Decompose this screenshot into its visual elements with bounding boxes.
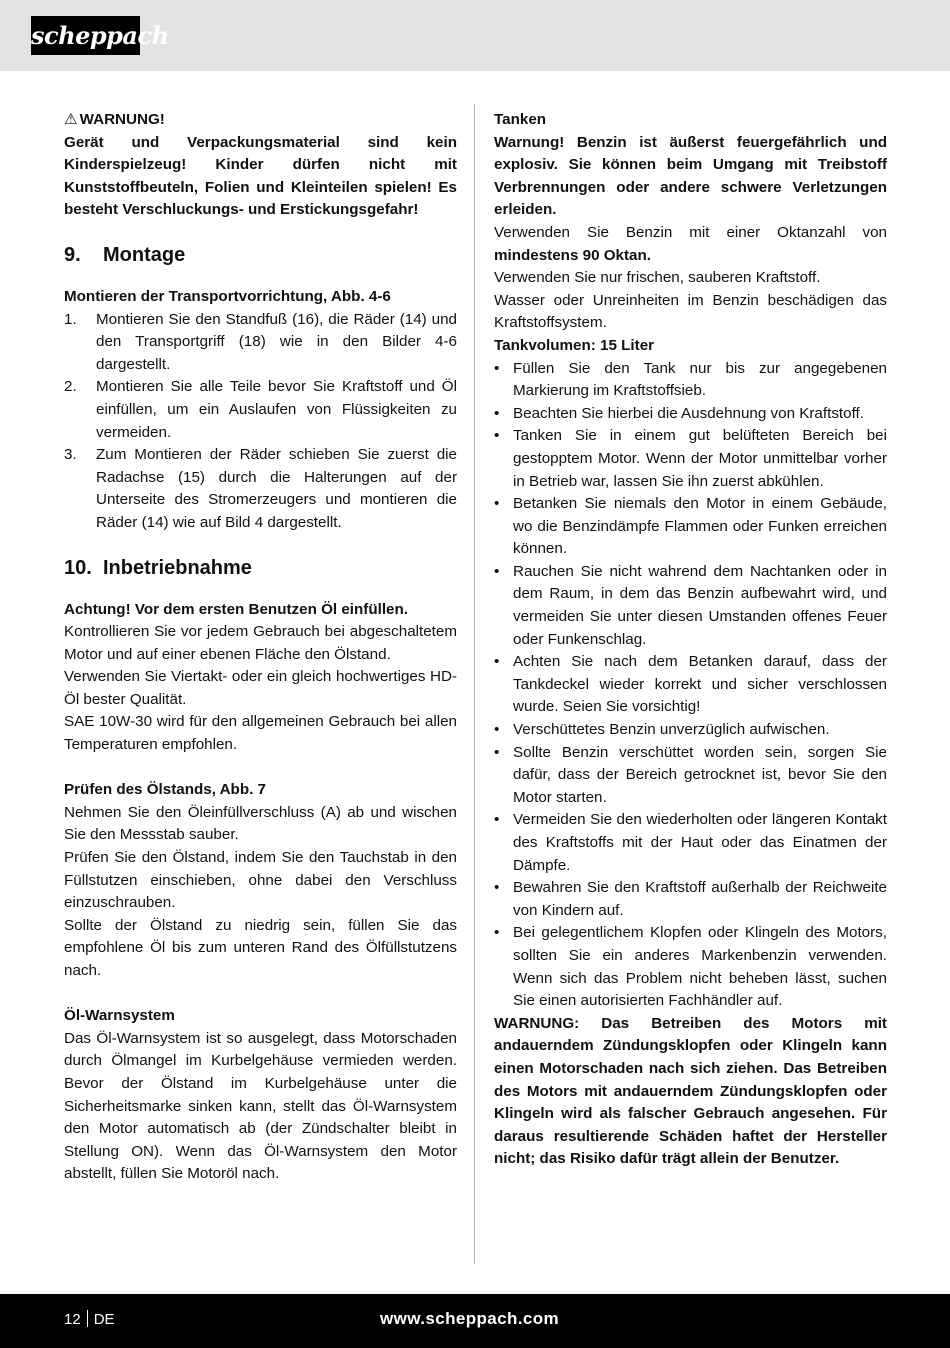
section-9-heading (64, 242, 457, 268)
list-item: • Tanken Sie in einem gut belüfteten Bereich bei gestopptem Motor. Wenn der Motor unmittelbar vorher in Betrieb war, lassen Sie ihn zuerst abkühlen. (494, 427, 887, 490)
final-warning: WARNUNG: Das Betreiben des Motors mit andauerndem Zündungsklopfen oder Klingeln kann einen Motorschaden nach sich ziehen. Das Betreiben des Motors mit andauerndem Zündungsklopfen oder Klingeln wird als falscher Gebrauch angesehen. Für daraus resultierende Schäden haftet der Hersteller nicht; das Risiko dafür trägt allein der Benutzer. (494, 1014, 887, 1168)
section-title: Montage (103, 243, 186, 266)
page-number: 12 DE (64, 1311, 115, 1328)
website-link[interactable]: www.scheppach.com (380, 1309, 560, 1328)
list-item: • Füllen Sie den Tank nur bis zur angegebenen Markierung im Kraftstoffsieb. (494, 359, 887, 400)
list-item: • Rauchen Sie nicht wahrend dem Nachtanken oder in dem Raum, in dem das Benzin aufbewahrt wird, und vermeiden Sie unter diesen Umstanden offenes Feuer oder Funkenschlag. (494, 562, 887, 648)
section-number: 10. (64, 556, 92, 579)
list-item: • Sollte Benzin verschüttet worden sein, sorgen Sie dafür, dass der Bereich getrocknet ist, bevor Sie den Motor starten. (494, 743, 887, 806)
paragraph: Wasser oder Unreinheiten im Benzin beschädigen das Kraftstoffsystem. (494, 291, 887, 332)
paragraph: Verwenden Sie nur frischen, sauberen Kraftstoff. (494, 269, 821, 287)
section-title: Inbetriebnahme (103, 556, 252, 579)
left-column (64, 109, 457, 1186)
heading-tanken: Tanken (494, 111, 547, 128)
caution-oil: Achtung! Vor dem ersten Benutzen Öl einfüllen. (64, 600, 408, 618)
warning-text: Gerät und Verpackungsmaterial sind kein Kinderspielzeug! Kinder dürfen nicht mit Kunststoffbeuteln, Folien und Kleinteilen spielen! Es besteht Verschluckungs- und Erstickungsgefahr! (64, 133, 457, 219)
paragraph: Verwenden Sie Viertakt- oder ein gleich hochwertiges HD-Öl bester Qualität. (64, 668, 457, 708)
paragraph: Sollte der Ölstand zu niedrig sein, füllen Sie das empfohlene Öl bis zum unteren Rand des Ölfüllstutzens nach. (64, 916, 457, 979)
subheading-transport: Montieren der Transportvorrichtung, Abb. 4-6 (64, 287, 391, 305)
list-item: 3. Zum Montieren der Räder schieben Sie zuerst die Radachse (15) durch die Halterungen auf der Unterseite des Stromerzeugers und montieren die Räder (14) wie auf Bild 4 dargestellt. (64, 446, 457, 531)
list-item: • Achten Sie nach dem Betanken darauf, dass der Tankdeckel wieder korrekt und sicher verschlossen wurde. Seien Sie vorsichtig! (494, 653, 887, 716)
section-10-heading (64, 555, 457, 581)
list-item: • Bei gelegentlichem Klopfen oder Klingeln des Motors, sollten Sie ein anderes Markenbenzin verwenden. Wenn sich das Problem nicht beheben lässt, suchen Sie einen autorisierten Fachhändler auf. (494, 924, 887, 1010)
list-item: • Vermeiden Sie den wiederholten oder längeren Kontakt des Kraftstoffs mit der Haut oder das Einatmen der Dämpfe. (494, 811, 887, 874)
paragraph-octane: Verwenden Sie Benzin mit einer Oktanzahl von mindestens 90 Oktan. (494, 223, 887, 264)
right-column (494, 109, 887, 1171)
column-divider (474, 104, 475, 1264)
paragraph: Prüfen Sie den Ölstand, indem Sie den Tauchstab in den Füllstutzen einschieben, ohne dabei den Verschluss einzuschrauben. (64, 849, 457, 912)
fuel-warning: Warnung! Benzin ist äußerst feuergefährlich und explosiv. Sie können beim Umgang mit Treibstoff Verbrennungen oder andere schwere Verletzungen erleiden. (494, 133, 887, 219)
warning-title: ⚠ WARNUNG! (64, 109, 457, 132)
warning-triangle-icon: ⚠ (64, 111, 78, 128)
subheading-oil-warn: Öl-Warnsystem (64, 1007, 175, 1025)
list-item: • Beachten Sie hierbei die Ausdehnung von Kraftstoff. (494, 404, 864, 422)
page-footer (0, 1294, 950, 1348)
list-item: 1. Montieren Sie den Standfuß (16), die Räder (14) und den Transportgriff (18) wie in den Bilder 4-6 dargestellt. (64, 310, 457, 373)
fuel-bullets (494, 358, 887, 1013)
paragraph: SAE 10W-30 wird für den allgemeinen Gebrauch bei allen Temperaturen empfohlen. (64, 713, 457, 754)
paragraph: Nehmen Sie den Öleinfüllverschluss (A) ab und wischen Sie den Messstab sauber. (64, 803, 457, 844)
subheading-oil-check: Prüfen des Ölstands, Abb. 7 (64, 781, 266, 799)
page-header (0, 0, 950, 71)
assembly-steps (64, 309, 457, 535)
list-item: • Betanken Sie niemals den Motor in einem Gebäude, wo die Benzindämpfe Flammen oder Funken erreichen können. (494, 495, 887, 558)
list-item: • Bewahren Sie den Kraftstoff außerhalb der Reichweite von Kindern auf. (494, 879, 887, 919)
tank-capacity: Tankvolumen: 15 Liter (494, 336, 655, 354)
paragraph: Das Öl-Warnsystem ist so ausgelegt, dass Motorschaden durch Ölmangel im Kurbelgehäuse vermieden werden. Bevor der Ölstand im Kurbelgehäuse unter die Sicherheitsmarke sinken kann, stellt das Öl-Warnsystem den Motor automatisch ab (der Zündschalter bleibt in Stellung ON). Wenn das Öl-Warnsystem den Motor abstellt, füllen Sie Motoröl nach. (64, 1029, 457, 1183)
list-item: • Verschüttetes Benzin unverzüglich aufwischen. (494, 721, 830, 739)
paragraph: Kontrollieren Sie vor jedem Gebrauch bei abgeschaltetem Motor und auf einer ebenen Fläche den Ölstand. (64, 623, 457, 663)
separator (87, 1310, 88, 1327)
section-number: 9. (64, 243, 81, 266)
brand-logo: scheppach (31, 16, 140, 55)
list-item: 2. Montieren Sie alle Teile bevor Sie Kraftstoff und Öl einfüllen, um ein Auslaufen von Flüssigkeiten zu vermeiden. (64, 378, 457, 441)
